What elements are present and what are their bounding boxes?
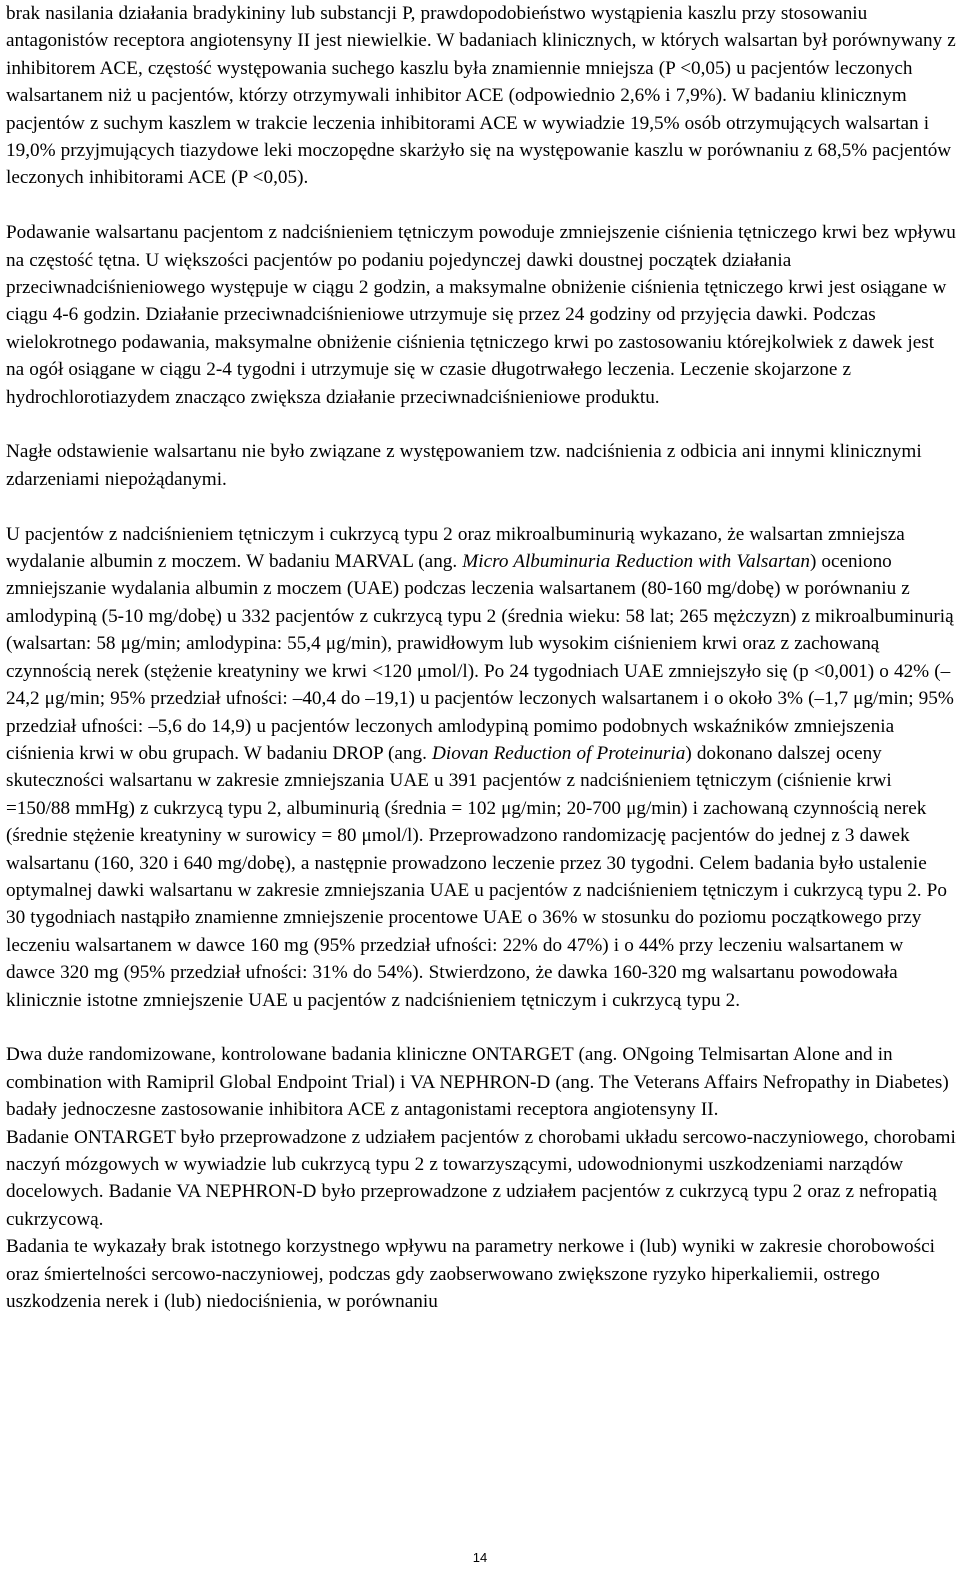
paragraph-text: Dwa duże randomizowane, kontrolowane badania kliniczne ONTARGET (ang. ONgoing Telmisartan Alone and in combination with Ramipril Global Endpoint Trial) i VA NEPHRON-D (ang. The Veterans Affairs Nefropathy in Diabetes) badały jednoczesne zastosowanie inhibitora ACE z antagonistami receptora angiotensyny II. (6, 1044, 949, 1121)
paragraph-ontarget-results (6, 1233, 956, 1315)
paragraph-text: brak nasilania działania bradykininy lub substancji P, prawdopodobieństwo wystąpienia kaszlu przy stosowaniu antagonistów receptora angiotensyny II jest niewielkie. W badaniach klinicznych, w których walsartan był porównywany z inhibitorem ACE, częstość występowania suchego kaszlu była znamiennie mniejsza (P <0,05) u pacjentów leczonych walsartanem niż u pacjentów, którzy otrzymywali inhibitor ACE (odpowiednio 2,6% i 7,9%). W badaniu klinicznym pacjentów z suchym kaszlem w trakcie leczenia inhibitorami ACE w wywiadzie 19,5% osób otrzymujących walsartan i 19,0% przyjmujących tiazydowe leki moczopędne skarżyło się na występowanie kaszlu w porównaniu z 68,5% pacjentów leczonych inhibitorami ACE (P <0,05). (6, 3, 956, 189)
study-name-drop: Diovan Reduction of Proteinuria (432, 742, 686, 764)
paragraph-ontarget-intro (6, 1041, 956, 1123)
document-page (6, 0, 956, 1315)
paragraph-albuminuria (6, 521, 956, 1014)
paragraph-text: U pacjentów z nadciśnieniem tętniczym i cukrzycą typu 2 oraz mikroalbuminurią wykazano, że walsartan zmniejsza wydalanie albumin z moczem. W badaniu MARVAL (ang. (6, 523, 905, 573)
paragraph-text: Podawanie walsartanu pacjentom z nadciśnieniem tętniczym powoduje zmniejszenie ciśnienia tętniczego krwi bez wpływu na częstość tętna. U większości pacjentów po podaniu pojedynczej dawki doustnej początek działania przeciwnadciśnieniowego występuje w ciągu 2 godzin, a maksymalne obniżenie ciśnienia tętniczego krwi jest osiągane w ciągu 4-6 godzin. Działanie przeciwnadciśnieniowe utrzymuje się przez 24 godziny od przyjęcia dawki. Podczas wielokrotnego podawania, maksymalne obniżenie ciśnienia tętniczego krwi po zastosowaniu którejkolwiek z dawek jest na ogół osiągane w ciągu 2-4 tygodni i utrzymuje się w czasie długotrwałego leczenia. Leczenie skojarzone z hydrochlorotiazydem znacząco zwiększa działanie przeciwnadciśnieniowe produktu. (6, 222, 956, 408)
paragraph-text: ) dokonano dalszej oceny skuteczności walsartanu w zakresie zmniejszania UAE u 391 pacjentów z nadciśnieniem tętniczym (ciśnienie krwi =150/88 mmHg) z cukrzycą typu 2, albuminurią (średnia = 102 μg/min; 20-700 μg/min) i zachowaną czynnością nerek (średnie stężenie kreatyniny w surowicy = 80 μmol/l). Przeprowadzono randomizację pacjentów do jednej z 3 dawek walsartanu (160, 320 i 640 mg/dobę), a następnie prowadzono leczenie przez 30 tygodni. Celem badania było ustalenie optymalnej dawki walsartanu w zakresie zmniejszania UAE u pacjentów z nadciśnieniem tętniczym i cukrzycą typu 2. Po 30 tygodniach nastąpiło znamienne zmniejszenie procentowe UAE o 36% w stosunku do poziomu początkowego przy leczeniu walsartanem w dawce 160 mg (95% przedział ufności: 22% do 47%) i o 44% przy leczeniu walsartanem w dawce 320 mg (95% przedział ufności: 31% do 54%). Stwierdzono, że dawka 160-320 mg walsartanu powodowała klinicznie istotne zmniejszenie UAE u pacjentów z nadciśnieniem tętniczym i cukrzycą typu 2. (6, 742, 947, 1011)
paragraph-text: Badanie ONTARGET było przeprowadzone z udziałem pacjentów z chorobami układu sercowo-naczyniowego, chorobami naczyń mózgowych w wywiadzie lub cukrzycą typu 2 z towarzyszącymi, udowodnionymi uszkodzeniami narządów docelowych. Badanie VA NEPHRON-D było przeprowadzone z udziałem pacjentów z cukrzycą typu 2 oraz z nefropatią cukrzycową. (6, 1126, 956, 1230)
study-name-marval: Micro Albuminuria Reduction with Valsartan (462, 551, 810, 573)
paragraph-text: Nagłe odstawienie walsartanu nie było związane z występowaniem tzw. nadciśnienia z odbicia ani innymi klinicznymi zdarzeniami niepożądanymi. (6, 441, 922, 490)
paragraph-cough (6, 0, 956, 192)
paragraph-ontarget-population (6, 1124, 956, 1234)
paragraph-blood-pressure (6, 219, 956, 411)
paragraph-text: Badania te wykazały brak istotnego korzystnego wpływu na parametry nerkowe i (lub) wyniki w zakresie chorobowości oraz śmiertelności sercowo-naczyniowej, podczas gdy zaobserwowano zwiększone ryzyko hiperkaliemii, ostrego uszkodzenia nerek i (lub) niedociśnienia, w porównaniu (6, 1236, 935, 1313)
page-number: 14 (472, 1550, 488, 1565)
paragraph-withdrawal (6, 438, 956, 493)
paragraph-text: ) oceniono zmniejszanie wydalania albumin z moczem (UAE) podczas leczenia walsartanem (80-160 mg/dobę) w porównaniu z amlodypiną (5-10 mg/dobę) u 332 pacjentów z cukrzycą typu 2 (średnia wieku: 58 lat; 265 mężczyzn) z mikroalbuminurią (walsartan: 58 μg/min; amlodypina: 55,4 μg/min), prawidłowym lub wysokim ciśnieniem krwi oraz z zachowaną czynnością nerek (stężenie kreatyniny we krwi <120 μmol/l). Po 24 tygodniach UAE zmniejszyło się (p <0,001) o 42% (–24,2 μg/min; 95% przedział ufności: –40,4 do –19,1) u pacjentów leczonych walsartanem i o około 3% (–1,7 μg/min; 95% przedział ufności: –5,6 do 14,9) u pacjentów leczonych amlodypiną pomimo podobnych wskaźników zmniejszenia ciśnienia krwi w obu grupach. W badaniu DROP (ang. (6, 551, 954, 764)
